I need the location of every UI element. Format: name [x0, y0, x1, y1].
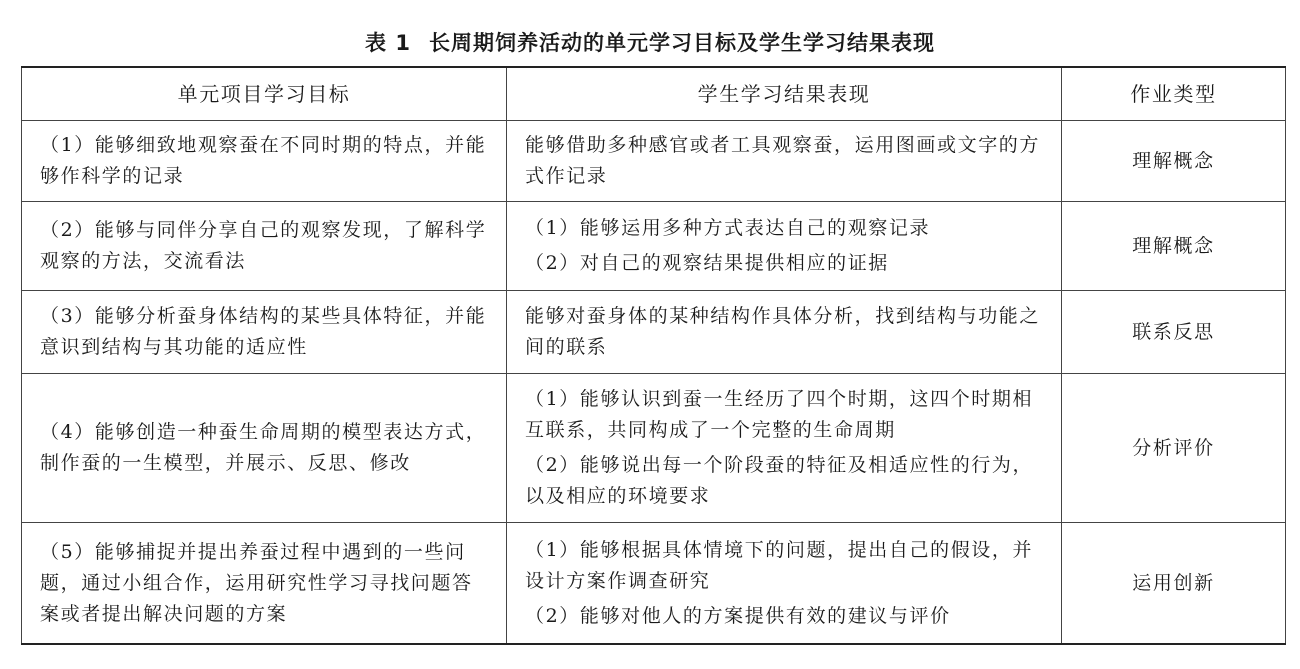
- outcome-item: （1）能够运用多种方式表达自己的观察记录: [525, 217, 931, 239]
- outcome-item: 能够对蚕身体的某种结构作具体分析，找到结构与功能之间的联系: [525, 305, 1041, 358]
- header-unit-goals: 单元项目学习目标: [22, 67, 507, 121]
- goal-cell: （4）能够创造一种蚕生命周期的模型表达方式，制作蚕的一生模型，并展示、反思、修改: [22, 374, 507, 523]
- header-learning-outcomes: 学生学习结果表现: [507, 67, 1062, 121]
- table-row: [22, 374, 1286, 523]
- goal-cell: （2）能够与同伴分享自己的观察发现，了解科学观察的方法，交流看法: [22, 202, 507, 291]
- outcome-cell: [507, 523, 1062, 645]
- goals-table: [21, 66, 1286, 645]
- table-row: [22, 121, 1286, 202]
- outcome-cell: [507, 374, 1062, 523]
- type-cell: 分析评价: [1062, 374, 1286, 523]
- goal-cell: （1）能够细致地观察蚕在不同时期的特点，并能够作科学的记录: [22, 121, 507, 202]
- table-row: [22, 523, 1286, 645]
- goal-cell: （3）能够分析蚕身体结构的某些具体特征，并能意识到结构与其功能的适应性: [22, 291, 507, 374]
- header-assignment-type: 作业类型: [1062, 67, 1286, 121]
- table-number: 表 1: [365, 31, 411, 55]
- type-cell: 运用创新: [1062, 523, 1286, 645]
- goal-cell: （5）能够捕捉并提出养蚕过程中遇到的一些问题，通过小组合作，运用研究性学习寻找问题答案或者提出解决问题的方案: [22, 523, 507, 645]
- table-row: [22, 202, 1286, 291]
- type-cell: 联系反思: [1062, 291, 1286, 374]
- table-header-row: [22, 67, 1286, 121]
- outcome-cell: [507, 202, 1062, 291]
- outcome-cell: [507, 121, 1062, 202]
- outcome-item: （2）能够说出每一个阶段蚕的特征及相适应性的行为，以及相应的环境要求: [525, 454, 1034, 507]
- type-cell: 理解概念: [1062, 121, 1286, 202]
- outcome-item: 能够借助多种感官或者工具观察蚕，运用图画或文字的方式作记录: [525, 134, 1041, 187]
- type-cell: 理解概念: [1062, 202, 1286, 291]
- outcome-item: （1）能够认识到蚕一生经历了四个时期，这四个时期相互联系，共同构成了一个完整的生命周期: [525, 388, 1034, 441]
- table-row: [22, 291, 1286, 374]
- outcome-cell: [507, 291, 1062, 374]
- table-caption: [0, 28, 1300, 58]
- outcome-item: （2）能够对他人的方案提供有效的建议与评价: [525, 604, 951, 627]
- outcome-item: （2）对自己的观察结果提供相应的证据: [525, 252, 889, 274]
- outcome-item: （1）能够根据具体情境下的问题，提出自己的假设，并设计方案作调查研究: [525, 538, 1034, 592]
- table-title: 长周期饲养活动的单元学习目标及学生学习结果表现: [428, 31, 935, 55]
